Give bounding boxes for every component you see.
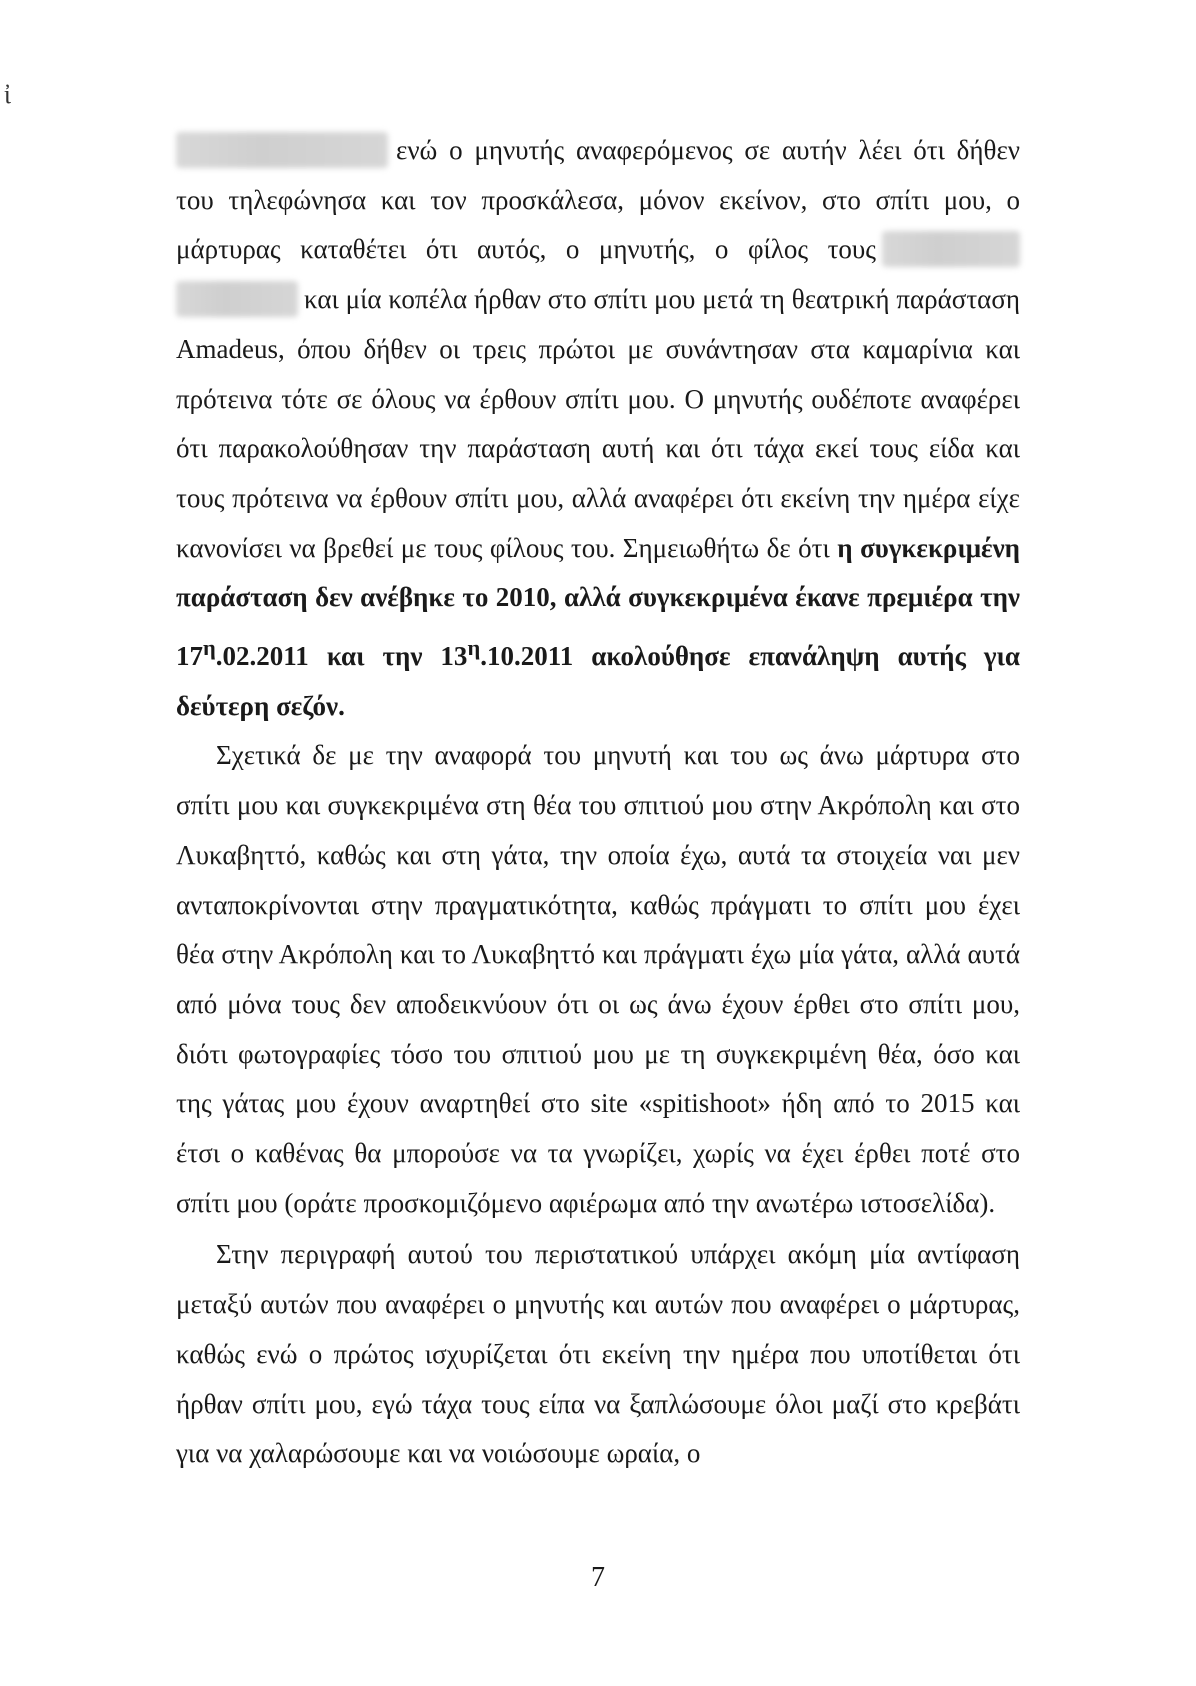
redacted-name-2 <box>882 231 1020 267</box>
superscript-2: η <box>467 635 481 661</box>
bold-segment-1: η συγκεκριμένη παράσταση δεν ανέβηκε το 2010, αλλά συγκεκριμένα έκανε πρεμιέρα την 17 <box>176 532 1020 672</box>
superscript-1: η <box>203 635 216 661</box>
document-page-body <box>176 126 1020 1479</box>
redacted-name-1 <box>176 132 388 168</box>
paragraph-1-text-b: και μία κοπέλα ήρθαν στο σπίτι μου μετά τη θεατρική παράσταση Amadeus, όπου δήθεν οι τρεις πρώτοι με συνάντησαν στα καμαρίνια και πρότεινα τότε σε όλους να έρθουν σπίτι μου. Ο μηνυτής ουδέποτε αναφέρει ότι παρακολούθησαν την παράσταση αυτή και ότι τάχα εκεί τους είδα και τους πρότεινα να έρθουν σπίτι μου, αλλά αναφέρει ότι εκείνη την ημέρα είχε κανονίσει να βρεθεί με τους φίλους του. Σημειωθήτω δε ότι <box>176 284 1020 563</box>
paragraph-3: Στην περιγραφή αυτού του περιστατικού υπάρχει ακόμη μία αντίφαση μεταξύ αυτών που αναφέρει ο μηνυτής και αυτών που αναφέρει ο μάρτυρας, καθώς ενώ ο πρώτος ισχυρίζεται ότι εκείνη την ημέρα που υποτίθεται ότι ήρθαν σπίτι μου, εγώ τάχα τους είπα να ξαπλώσουμε όλοι μαζί στο κρεβάτι για να χαλαρώσουμε και να νοιώσουμε ωραία, ο <box>176 1239 1020 1469</box>
scan-artifact-mark: ἰ <box>4 80 11 109</box>
bold-segment-2: .02.2011 και την 13 <box>215 641 468 672</box>
bold-segment-3: .10.2011 ακολούθησε επανάληψη αυτής για δεύτερη σεζόν. <box>176 641 1020 721</box>
paragraph-1-text-a: ενώ ο μηνυτής αναφερόμενος σε αυτήν λέει ότι δήθεν του τηλεφώνησα και τον προσκάλεσα, μόνον εκείνον, στο σπίτι μου, ο μάρτυρας καταθέτει ότι αυτός, ο μηνυτής, ο φίλος τους <box>176 135 1020 265</box>
paragraph-1 <box>176 126 1020 731</box>
redacted-name-3 <box>176 281 298 317</box>
paragraph-2: Σχετικά δε με την αναφορά του μηνυτή και του ως άνω μάρτυρα στο σπίτι μου και συγκεκριμένα στη θέα του σπιτιού μου στην Ακρόπολη και στο Λυκαβηττό, καθώς και στη γάτα, την οποία έχω, αυτά τα στοιχεία ναι μεν ανταποκρίνονται στην πραγματικότητα, καθώς πράγματι το σπίτι μου έχει θέα στην Ακρόπολη και το Λυκαβηττό και πράγματι έχω μία γάτα, αλλά αυτά από μόνα τους δεν αποδεικνύουν ότι οι ως άνω έχουν έρθει στο σπίτι μου, διότι φωτογραφίες τόσο του σπιτιού μου με τη συγκεκριμένη θέα, όσο και της γάτας μου έχουν αναρτηθεί στο site «spitishoot» ήδη από το 2015 και έτσι ο καθένας θα μπορούσε να τα γνωρίζει, χωρίς να έχει έρθει ποτέ στο σπίτι μου (οράτε προσκομιζόμενο αφιέρωμα από την ανωτέρω ιστοσελίδα). <box>176 740 1020 1218</box>
page-number: 7 <box>591 1562 605 1593</box>
